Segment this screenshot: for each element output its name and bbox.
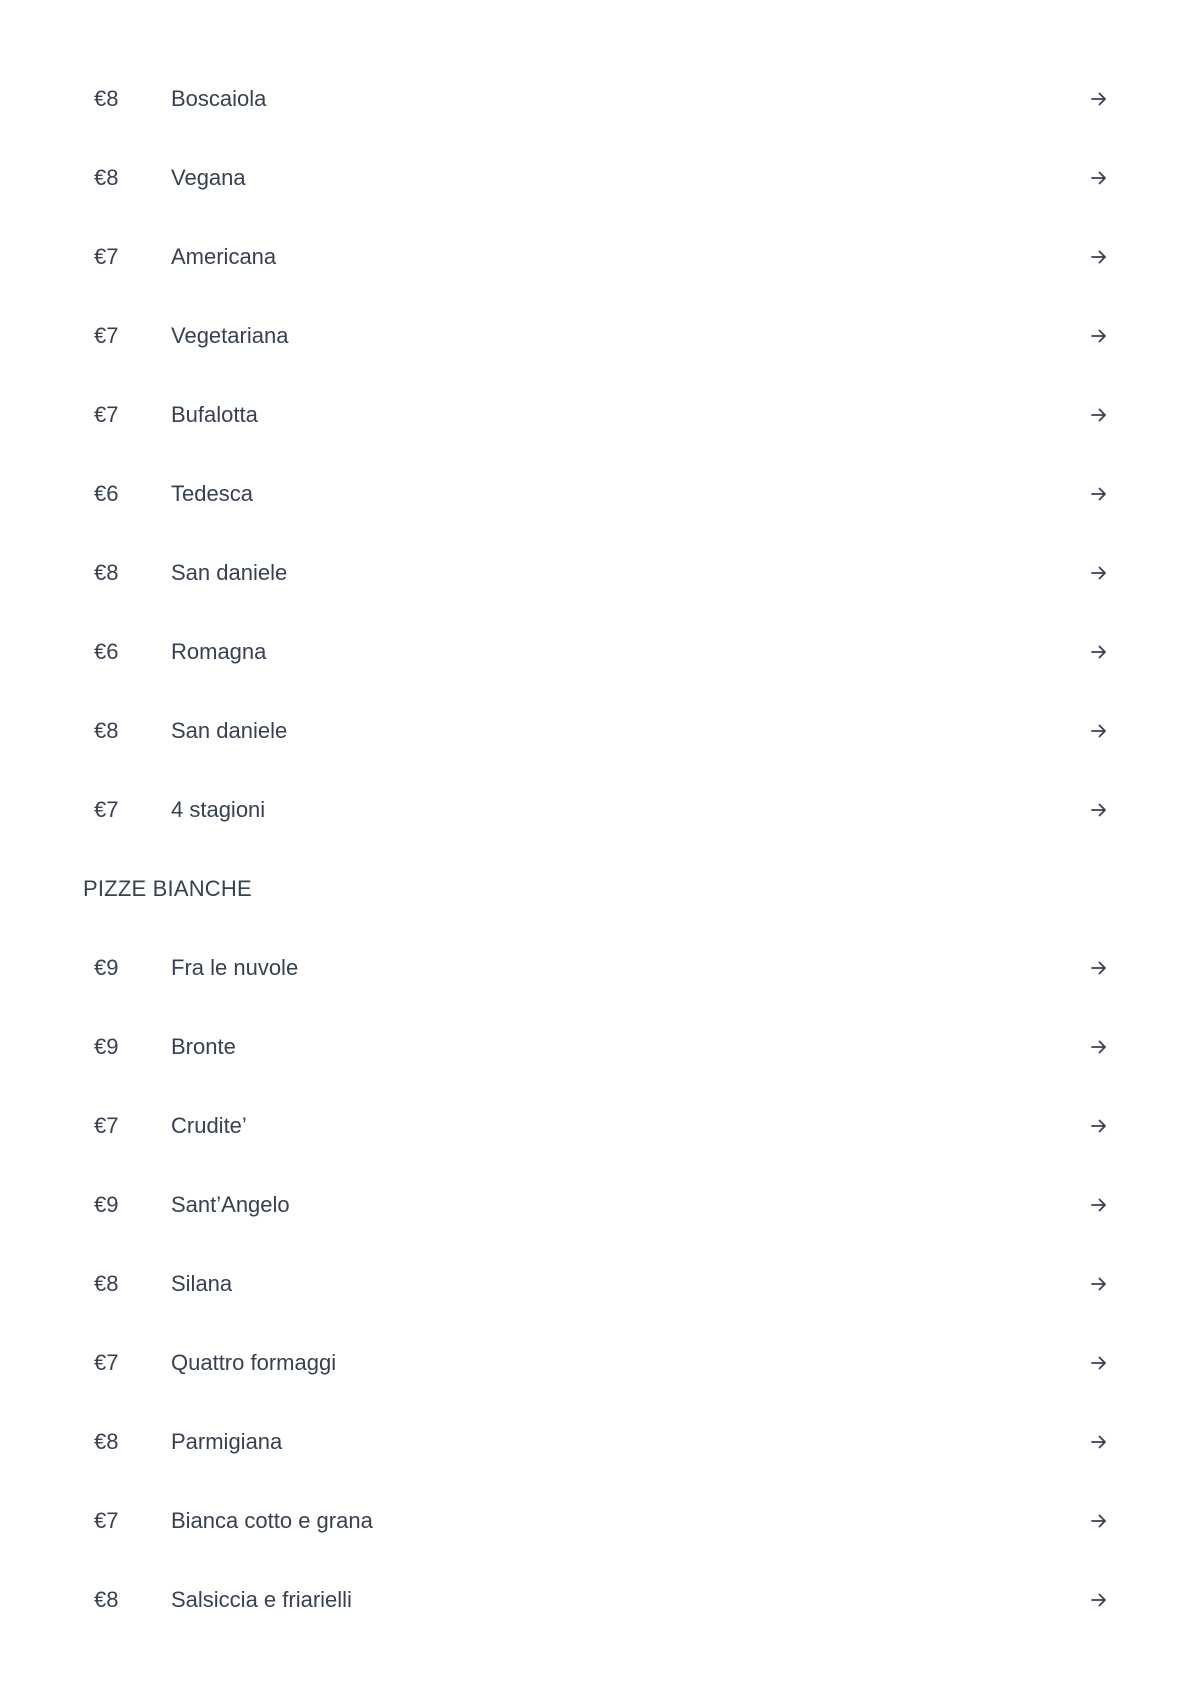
item-name: Boscaiola [171, 85, 267, 111]
item-name: San daniele [171, 717, 288, 743]
item-price: €7 [94, 1349, 119, 1375]
arrow-right-icon[interactable] [1089, 1511, 1109, 1531]
item-price: €7 [94, 322, 119, 348]
item-name: 4 stagioni [171, 796, 266, 822]
arrow-right-icon[interactable] [1089, 1116, 1109, 1136]
item-price: €9 [94, 1033, 119, 1059]
menu-item-sant-angelo[interactable] [0, 1165, 1200, 1244]
item-name: Romagna [171, 638, 267, 664]
arrow-right-icon[interactable] [1089, 405, 1109, 425]
menu-item-romagna[interactable] [0, 612, 1200, 691]
arrow-right-icon[interactable] [1089, 1353, 1109, 1373]
menu-item-parmigiana[interactable] [0, 1402, 1200, 1481]
item-price: €8 [94, 164, 119, 190]
arrow-right-icon[interactable] [1089, 563, 1109, 583]
item-name: Vegana [171, 164, 246, 190]
item-price: €9 [94, 1191, 119, 1217]
item-price: €8 [94, 1270, 119, 1296]
menu-item-vegana[interactable] [0, 138, 1200, 217]
arrow-right-icon[interactable] [1089, 1432, 1109, 1452]
menu-item-crudite[interactable] [0, 1086, 1200, 1165]
menu-item-bufalotta[interactable] [0, 375, 1200, 454]
item-name: Tedesca [171, 480, 253, 506]
item-name: Sant’Angelo [171, 1191, 290, 1217]
item-price: €8 [94, 1586, 119, 1612]
menu-item-bronte[interactable] [0, 1007, 1200, 1086]
item-name: Bufalotta [171, 401, 258, 427]
item-name: Americana [171, 243, 277, 269]
item-price: €6 [94, 638, 119, 664]
item-name: Bronte [171, 1033, 236, 1059]
menu-item-4-stagioni[interactable] [0, 770, 1200, 849]
item-price: €8 [94, 1428, 119, 1454]
menu-item-silana[interactable] [0, 1244, 1200, 1323]
item-price: €6 [94, 480, 119, 506]
item-name: Bianca cotto e grana [171, 1507, 373, 1533]
item-name: Quattro formaggi [171, 1349, 337, 1375]
arrow-right-icon[interactable] [1089, 89, 1109, 109]
item-price: €9 [94, 954, 119, 980]
section-heading [0, 849, 1200, 928]
arrow-right-icon[interactable] [1089, 484, 1109, 504]
item-price: €7 [94, 796, 119, 822]
arrow-right-icon[interactable] [1089, 326, 1109, 346]
item-price: €8 [94, 717, 119, 743]
menu-item-fra-le-nuvole[interactable] [0, 928, 1200, 1007]
item-name: Silana [171, 1270, 233, 1296]
arrow-right-icon[interactable] [1089, 1274, 1109, 1294]
item-name: Fra le nuvole [171, 954, 299, 980]
arrow-right-icon[interactable] [1089, 247, 1109, 267]
arrow-right-icon[interactable] [1089, 642, 1109, 662]
menu-item-boscaiola[interactable] [0, 59, 1200, 138]
item-name: Parmigiana [171, 1428, 283, 1454]
item-price: €7 [94, 243, 119, 269]
arrow-right-icon[interactable] [1089, 1195, 1109, 1215]
arrow-right-icon[interactable] [1089, 1590, 1109, 1610]
arrow-right-icon[interactable] [1089, 800, 1109, 820]
menu-item-bianca-cotto-e-grana[interactable] [0, 1481, 1200, 1560]
menu-item-san-daniele-2[interactable] [0, 691, 1200, 770]
section-heading-label: PIZZE BIANCHE [83, 875, 252, 901]
arrow-right-icon[interactable] [1089, 721, 1109, 741]
menu-item-quattro-formaggi[interactable] [0, 1323, 1200, 1402]
item-name: Vegetariana [171, 322, 289, 348]
item-name: Salsiccia e friarielli [171, 1586, 352, 1612]
menu-item-americana[interactable] [0, 217, 1200, 296]
menu-list [0, 59, 1200, 1639]
menu-item-vegetariana[interactable] [0, 296, 1200, 375]
item-name: Crudite’ [171, 1112, 247, 1138]
menu-item-salsiccia-e-friarielli[interactable] [0, 1560, 1200, 1639]
item-name: San daniele [171, 559, 288, 585]
item-price: €8 [94, 85, 119, 111]
item-price: €7 [94, 1112, 119, 1138]
menu-item-san-daniele[interactable] [0, 533, 1200, 612]
arrow-right-icon[interactable] [1089, 1037, 1109, 1057]
item-price: €8 [94, 559, 119, 585]
arrow-right-icon[interactable] [1089, 958, 1109, 978]
item-price: €7 [94, 401, 119, 427]
item-price: €7 [94, 1507, 119, 1533]
menu-item-tedesca[interactable] [0, 454, 1200, 533]
arrow-right-icon[interactable] [1089, 168, 1109, 188]
